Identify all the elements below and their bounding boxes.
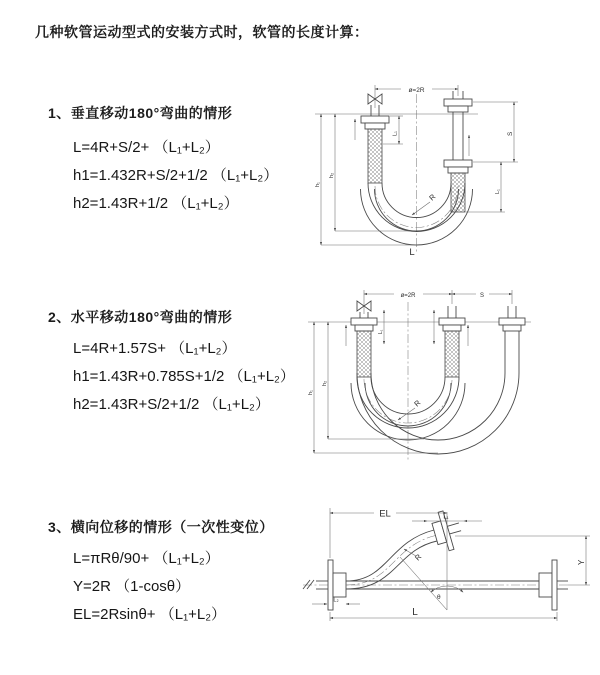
d3-dim-l — [330, 607, 557, 621]
pipe-break-symbol — [303, 580, 314, 589]
d1-length-label: L — [409, 247, 415, 258]
diagram-vertical-180-bend — [313, 72, 588, 257]
section-3-formula-EL: EL=2Rsinθ+ （L₁+L₂） — [73, 606, 227, 623]
d1-radius-leader — [412, 192, 438, 215]
d2-dim-span — [364, 289, 512, 314]
d2-dim-l1 — [378, 310, 434, 344]
diagram-lateral-displacement — [300, 500, 598, 658]
d3-angle-label: θ — [437, 594, 441, 601]
d1-dim-l1-left-label: L₁ — [392, 131, 399, 136]
section-1-heading: 1、垂直移动180°弯曲的情形 — [48, 105, 233, 121]
section-1-formula-h1: h1=1.432R+S/2+1/2 （L₁+L₂） — [73, 167, 279, 184]
d1-dim-h2-label: h₂ — [329, 172, 335, 178]
d1-dim-h1-label: h₁ — [315, 182, 321, 187]
section-1-formula-h2: h2=1.43R+1/2 （L₁+L₂） — [73, 195, 239, 212]
d3-dim-l-label: L — [412, 607, 418, 618]
d1-dim-s — [473, 102, 518, 162]
d2-radius-label: R — [412, 398, 423, 409]
d2-dim-span-label: ø=2R — [400, 293, 416, 299]
d3-dim-l2 — [312, 598, 360, 605]
d3-dim-l1-label: L₁ — [443, 514, 449, 521]
section-3-formula-Y: Y=2R （1-cosθ） — [73, 578, 191, 595]
d3-dim-l2-label: L₂ — [333, 597, 339, 604]
diagram-horizontal-180-bend — [306, 282, 588, 469]
section-2-formula-L: L=4R+1.57S+ （L₁+L₂） — [73, 340, 237, 357]
section-3-heading: 3、横向位移的情形（一次性变位） — [48, 519, 274, 535]
d2-radius-leader — [398, 398, 423, 420]
d3-dim-el — [330, 508, 447, 610]
d1-left-pipe — [361, 116, 389, 183]
d3-radius-label: R — [413, 552, 424, 563]
d2-middle-pipe — [439, 306, 465, 377]
section-2-formula-h1: h1=1.43R+0.785S+1/2 （L₁+L₂） — [73, 368, 295, 385]
d2-dim-h2-label: h₂ — [322, 380, 328, 386]
section-2-formula-h2: h2=1.43R+S/2+1/2 （L₁+L₂） — [73, 396, 270, 413]
d3-dim-y — [455, 536, 590, 585]
d1-dim-l1-right-label: L₁ — [495, 189, 501, 194]
d2-dim-l1-label: L₁ — [378, 329, 384, 334]
d3-angle-theta — [400, 557, 463, 610]
d1-dim-span-label: ø=2R — [408, 87, 425, 94]
d1-dim-l1-right — [466, 162, 505, 212]
d1-radius-label: R — [427, 192, 438, 203]
page-title: 几种软管运动型式的安装方式时，软管的长度计算： — [35, 24, 369, 40]
d3-dim-y-label: Y — [577, 559, 586, 565]
d2-dim-h1 — [308, 322, 438, 453]
section-2-heading: 2、水平移动180°弯曲的情形 — [48, 309, 233, 325]
d2-left-pipe — [351, 318, 377, 377]
d1-dim-s-label: S — [507, 131, 514, 136]
section-1-formula-L: L=4R+S/2+ （L₁+L₂） — [73, 139, 220, 156]
d2-right-pipe — [499, 306, 525, 373]
d1-dim-h1 — [315, 114, 417, 245]
d3-dim-el-label: EL — [379, 508, 391, 520]
section-3-formula-L: L=πRθ/90+ （L₁+L₂） — [73, 550, 220, 567]
d3-dim-l1 — [412, 515, 482, 522]
d2-dim-h1-label: h₁ — [308, 390, 314, 395]
d2-dim-s-label: S — [479, 293, 485, 299]
